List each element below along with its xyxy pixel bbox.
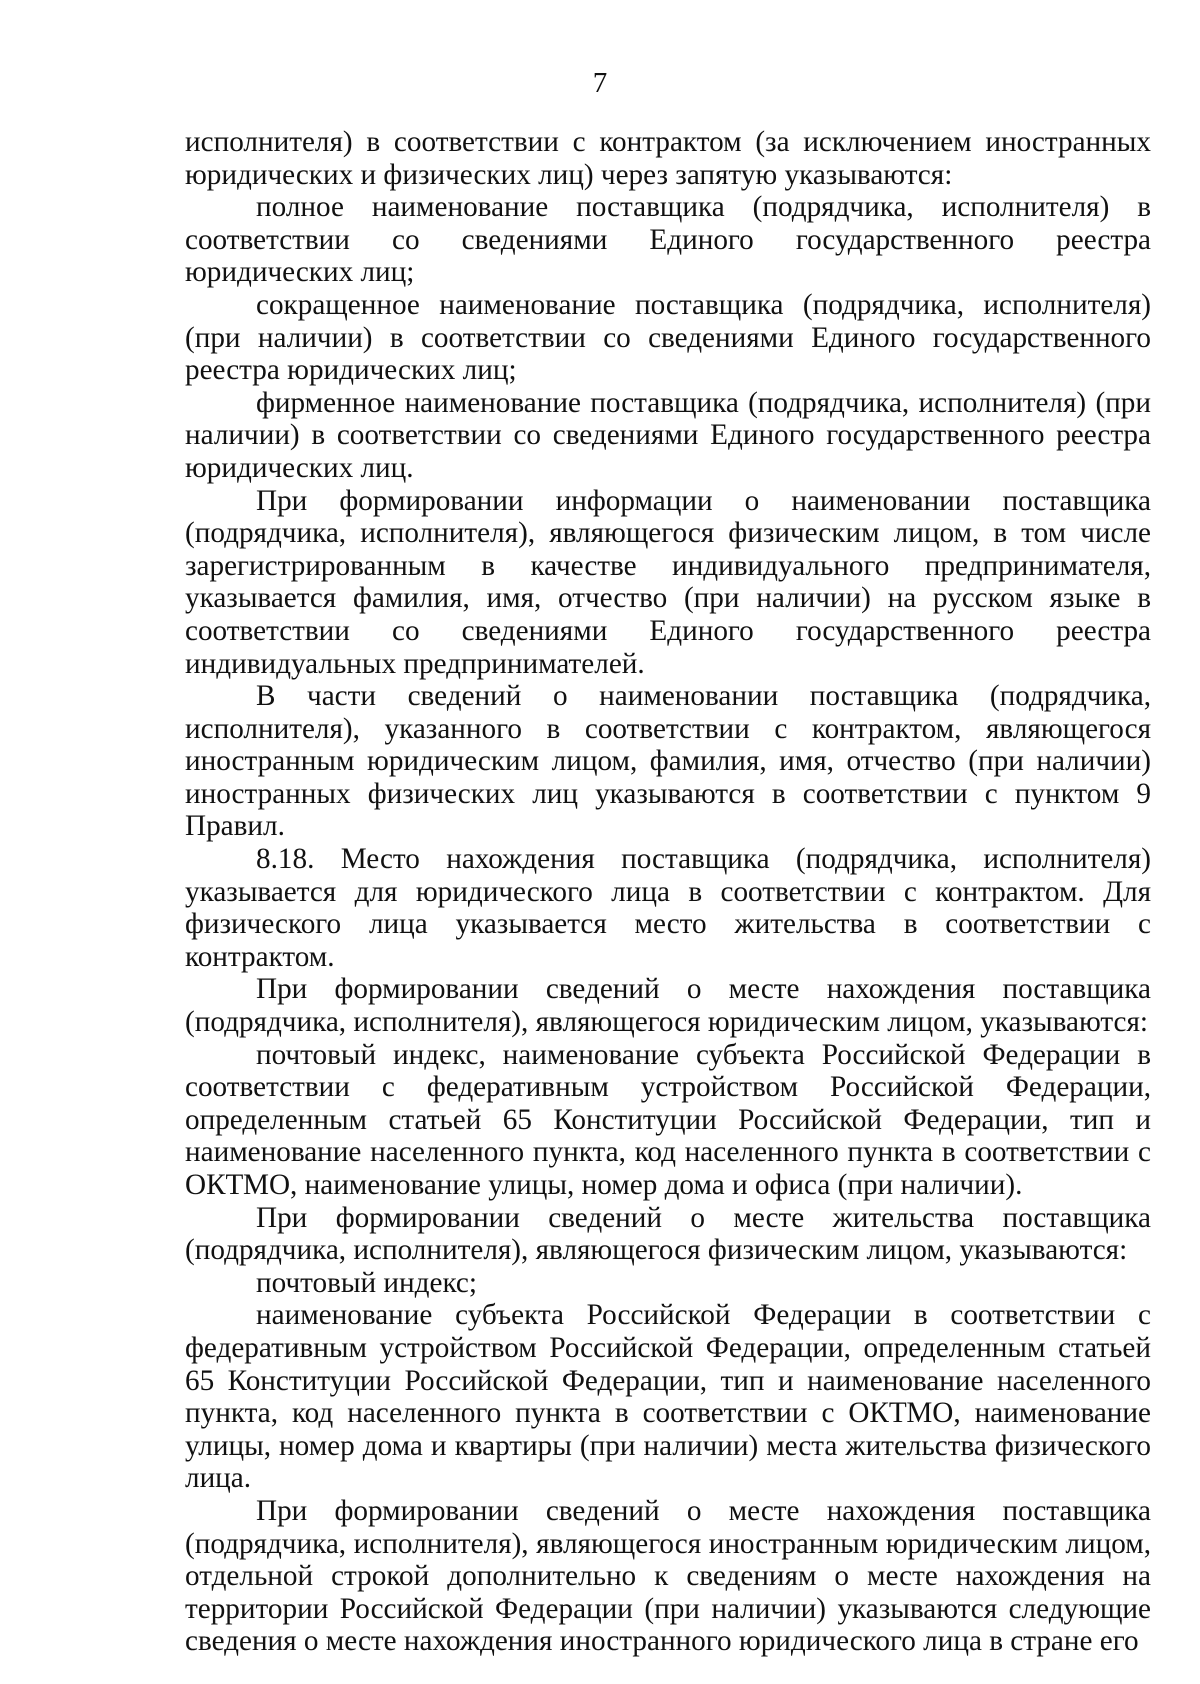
paragraph: сокращенное наименование поставщика (подрядчика, исполнителя) (при наличии) в соответствии со сведениями Единого государственного реестра юридических лиц; bbox=[185, 288, 1151, 387]
paragraph: При формировании сведений о месте нахождения поставщика (подрядчика, исполнителя), являющегося юридическим лицом, указываются: bbox=[185, 973, 1151, 1039]
document-body bbox=[185, 126, 1151, 1658]
paragraph: фирменное наименование поставщика (подрядчика, исполнителя) (при наличии) в соответствии со сведениями Единого государственного реестра юридических лиц. bbox=[185, 386, 1151, 484]
paragraph: наименование субъекта Российской Федерации в соответствии с федеративным устройством Российской Федерации, определенным статьей 65 Конституции Российской Федерации, тип и наименование населенного пункта, код населенного пункта в соответствии с ОКТМО, наименование улицы, номер дома и квартиры (при наличии) места жительства физического лица. bbox=[185, 1299, 1151, 1495]
paragraph: При формировании сведений о месте жительства поставщика (подрядчика, исполнителя), являющегося физическим лицом, указываются: bbox=[185, 1201, 1151, 1267]
paragraph: 8.18. Место нахождения поставщика (подрядчика, исполнителя) указывается для юридического лица в соответствии с контрактом. Для физического лица указывается место жительства в соответствии с контрактом. bbox=[185, 843, 1151, 973]
paragraph: исполнителя) в соответствии с контрактом (за исключением иностранных юридических и физических лиц) через запятую указываются: bbox=[185, 126, 1151, 191]
paragraph: При формировании информации о наименовании поставщика (подрядчика, исполнителя), являющегося физическим лицом, в том числе зарегистрированным в качестве индивидуального предпринимателя, указывается фамилия, имя, отчество (при наличии) на русском языке в соответствии со сведениями Единого государственного реестра индивидуальных предпринимателей. bbox=[185, 484, 1151, 680]
paragraph: При формировании сведений о месте нахождения поставщика (подрядчика, исполнителя), являющегося иностранным юридическим лицом, отдельной строкой дополнительно к сведениям о месте нахождения на территории Российской Федерации (при наличии) указываются следующие сведения о месте нахождения иностранного юридического лица в стране его bbox=[185, 1494, 1151, 1658]
paragraph: почтовый индекс; bbox=[256, 1266, 477, 1299]
paragraph: полное наименование поставщика (подрядчика, исполнителя) в соответствии со сведениями Единого государственного реестра юридических лиц; bbox=[185, 191, 1151, 289]
paragraph: В части сведений о наименовании поставщика (подрядчика, исполнителя), указанного в соответствии с контрактом, являющегося иностранным юридическим лицом, фамилия, имя, отчество (при наличии) иностранных физических лиц указываются в соответствии с пунктом 9 Правил. bbox=[185, 680, 1151, 843]
page-number: 7 bbox=[592, 67, 608, 99]
paragraph: почтовый индекс, наименование субъекта Российской Федерации в соответствии с федеративным устройством Российской Федерации, определенным статьей 65 Конституции Российской Федерации, тип и наименование населенного пункта, код населенного пункта в соответствии с ОКТМО, наименование улицы, номер дома и офиса (при наличии). bbox=[185, 1038, 1151, 1201]
